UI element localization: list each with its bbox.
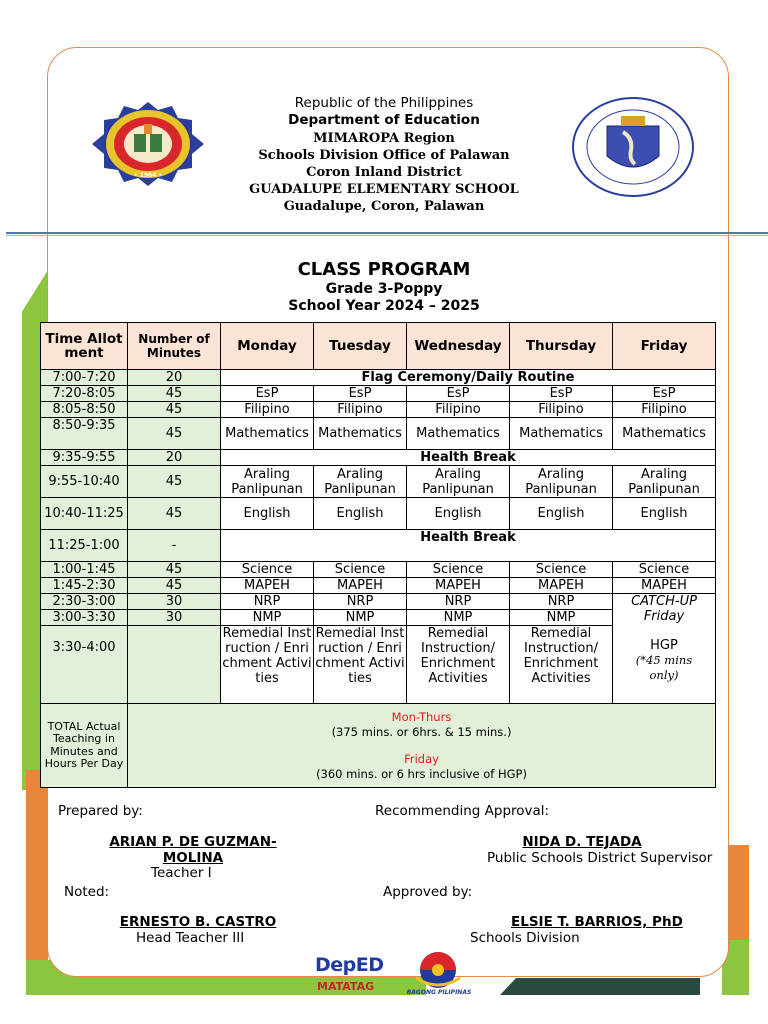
time-cell: 1:45-2:30 (41, 578, 128, 594)
bagong-pilipinas-logo (400, 948, 478, 998)
minutes-cell: - (128, 530, 221, 562)
subject-cell: Filipino (613, 402, 716, 418)
subject-cell: Science (510, 562, 613, 578)
time-cell: 10:40-11:25 (41, 498, 128, 530)
minutes-cell: 30 (128, 610, 221, 626)
lunch-break-cell: Health Break (221, 530, 716, 562)
address-line: Guadalupe, Coron, Palawan (283, 199, 485, 214)
friday-total: (360 mins. or 6 hrs inclusive of HGP) (316, 766, 527, 781)
subject-cell: Science (221, 562, 314, 578)
subject-cell: MAPEH (510, 578, 613, 594)
header-thursday: Thursday (510, 323, 613, 370)
flag-ceremony-cell: Flag Ceremony/Daily Routine (221, 370, 716, 386)
subject-cell: English (510, 498, 613, 530)
time-cell: 3:30-4:00 (41, 626, 128, 704)
subject-cell: Filipino (314, 402, 407, 418)
subject-cell: NRP (407, 594, 510, 610)
bagong-pilipinas-wordmark: BAGONG PILIPINAS (406, 989, 472, 996)
subject-cell: English (613, 498, 716, 530)
approved-name: ELSIE T. BARRIOS, PhD (511, 914, 683, 930)
subject-cell: Remedial Instruction / Enrichment Activities (314, 626, 407, 704)
subject-cell: EsP (407, 386, 510, 402)
time-cell: 9:55-10:40 (41, 466, 128, 498)
subject-cell: Filipino (510, 402, 613, 418)
minutes-cell: 45 (128, 562, 221, 578)
hgp-duration-note: (*45 mins only) (635, 653, 693, 682)
subject-cell: NMP (314, 610, 407, 626)
deped-wordmark: DepED (315, 954, 384, 976)
catchup-friday-label: Friday (643, 609, 685, 624)
total-label: TOTAL Actual Teaching in Minutes and Hours Per Day (41, 704, 128, 788)
subject-cell: Mathematics (314, 418, 407, 450)
total-row (41, 704, 716, 788)
subject-cell: Filipino (407, 402, 510, 418)
approved-label: Approved by: (383, 884, 473, 900)
minutes-cell: 45 (128, 386, 221, 402)
seal-year: • 1964 • (133, 172, 163, 179)
subject-cell: MAPEH (221, 578, 314, 594)
subject-cell: Science (407, 562, 510, 578)
table-row (41, 466, 716, 498)
subject-cell: Araling Panlipunan (221, 466, 314, 498)
time-cell: 9:35-9:55 (41, 450, 128, 466)
header-minutes: Number of Minutes (128, 323, 221, 370)
subject-cell: NMP (221, 610, 314, 626)
minutes-cell: 45 (128, 498, 221, 530)
table-row (41, 498, 716, 530)
subject-cell: Araling Panlipunan (407, 466, 510, 498)
subject-cell: Mathematics (221, 418, 314, 450)
table-row (41, 386, 716, 402)
header-rule (6, 232, 768, 234)
noted-name: ERNESTO B. CASTRO (119, 914, 277, 930)
subject-cell: MAPEH (407, 578, 510, 594)
time-cell: 7:20-8:05 (41, 386, 128, 402)
minutes-cell: 20 (128, 450, 221, 466)
catchup-label: CATCH-UP (631, 594, 697, 609)
header-rule-thin (6, 235, 768, 236)
program-title: CLASS PROGRAM (297, 259, 471, 280)
header-wednesday: Wednesday (407, 323, 510, 370)
subject-cell: EsP (510, 386, 613, 402)
table-row (41, 402, 716, 418)
subject-cell: EsP (221, 386, 314, 402)
time-cell: 11:25-1:00 (41, 530, 128, 562)
table-row (41, 418, 716, 450)
hgp-label: HGP (650, 638, 678, 653)
table-row (41, 370, 716, 386)
subject-cell: Remedial Instruction / Enrichment Activities (221, 626, 314, 704)
noted-title: Head Teacher III (136, 930, 245, 946)
school-name-line: GUADALUPE ELEMENTARY SCHOOL (249, 182, 519, 197)
prepared-label: Prepared by: (58, 803, 143, 819)
subject-cell: NRP (221, 594, 314, 610)
health-break-cell: Health Break (221, 450, 716, 466)
minutes-cell: 45 (128, 578, 221, 594)
department-line: Department of Education (288, 112, 480, 128)
recommending-label: Recommending Approval: (375, 803, 550, 819)
subject-cell: Araling Panlipunan (510, 466, 613, 498)
header-friday: Friday (613, 323, 716, 370)
subject-cell: Mathematics (407, 418, 510, 450)
time-cell: 8:05-8:50 (41, 402, 128, 418)
recommending-title: Public Schools District Supervisor (487, 850, 713, 866)
minutes-cell (128, 626, 221, 704)
table-row (41, 450, 716, 466)
subject-cell: MAPEH (613, 578, 716, 594)
total-summary-cell (128, 704, 716, 788)
subject-cell: NRP (314, 594, 407, 610)
subject-cell: Filipino (221, 402, 314, 418)
time-cell: 2:30-3:00 (41, 594, 128, 610)
dark-stripe-bottom (500, 978, 700, 995)
school-year: School Year 2024 – 2025 (288, 298, 480, 314)
prepared-title: Teacher I (151, 865, 212, 881)
subject-cell: Science (314, 562, 407, 578)
table-row (41, 530, 716, 562)
subject-cell: English (314, 498, 407, 530)
time-cell: 7:00-7:20 (41, 370, 128, 386)
region-line: MIMAROPA Region (313, 131, 455, 146)
time-cell: 8:50-9:35 (41, 418, 128, 450)
friday-label: Friday (404, 751, 439, 766)
table-row (41, 578, 716, 594)
republic-line: Republic of the Philippines (294, 95, 474, 111)
minutes-cell: 45 (128, 466, 221, 498)
minutes-cell: 30 (128, 594, 221, 610)
minutes-cell: 45 (128, 418, 221, 450)
subject-cell: EsP (314, 386, 407, 402)
prepared-name: ARIAN P. DE GUZMAN-MOLINA (109, 834, 277, 866)
subject-cell: EsP (613, 386, 716, 402)
subject-cell: Mathematics (613, 418, 716, 450)
subject-cell: English (221, 498, 314, 530)
division-line: Schools Division Office of Palawan (258, 148, 510, 163)
subject-cell: Remedial Instruction/ Enrichment Activities (510, 626, 613, 704)
header-tuesday: Tuesday (314, 323, 407, 370)
grade-section: Grade 3-Poppy (325, 281, 443, 297)
subject-cell: English (407, 498, 510, 530)
header-time: Time Allotment (41, 323, 128, 370)
approved-title: Schools Division (470, 930, 580, 946)
subject-cell: Mathematics (510, 418, 613, 450)
bagong-pilipinas-emblem-icon (400, 948, 478, 990)
subject-cell: NRP (510, 594, 613, 610)
mon-thurs-total: (375 mins. or 6hrs. & 15 mins.) (331, 724, 512, 739)
time-cell: 3:00-3:30 (41, 610, 128, 626)
time-cell: 1:00-1:45 (41, 562, 128, 578)
friday-catchup-cell (613, 594, 716, 704)
minutes-cell: 20 (128, 370, 221, 386)
noted-label: Noted: (64, 884, 110, 900)
subject-cell: NMP (407, 610, 510, 626)
table-row (41, 594, 716, 610)
minutes-cell: 45 (128, 402, 221, 418)
table-row (41, 562, 716, 578)
subject-cell: Araling Panlipunan (613, 466, 716, 498)
subject-cell: MAPEH (314, 578, 407, 594)
district-line: Coron Inland District (306, 165, 462, 180)
mon-thurs-label: Mon-Thurs (391, 709, 452, 724)
class-schedule-table (40, 322, 716, 788)
matatag-wordmark: MATATAG (317, 980, 375, 993)
subject-cell: Science (613, 562, 716, 578)
deped-matatag-logo (313, 948, 393, 996)
subject-cell: Araling Panlipunan (314, 466, 407, 498)
header-monday: Monday (221, 323, 314, 370)
recommending-name: NIDA D. TEJADA (522, 834, 642, 850)
subject-cell: Remedial Instruction/ Enrichment Activities (407, 626, 510, 704)
subject-cell: NMP (510, 610, 613, 626)
